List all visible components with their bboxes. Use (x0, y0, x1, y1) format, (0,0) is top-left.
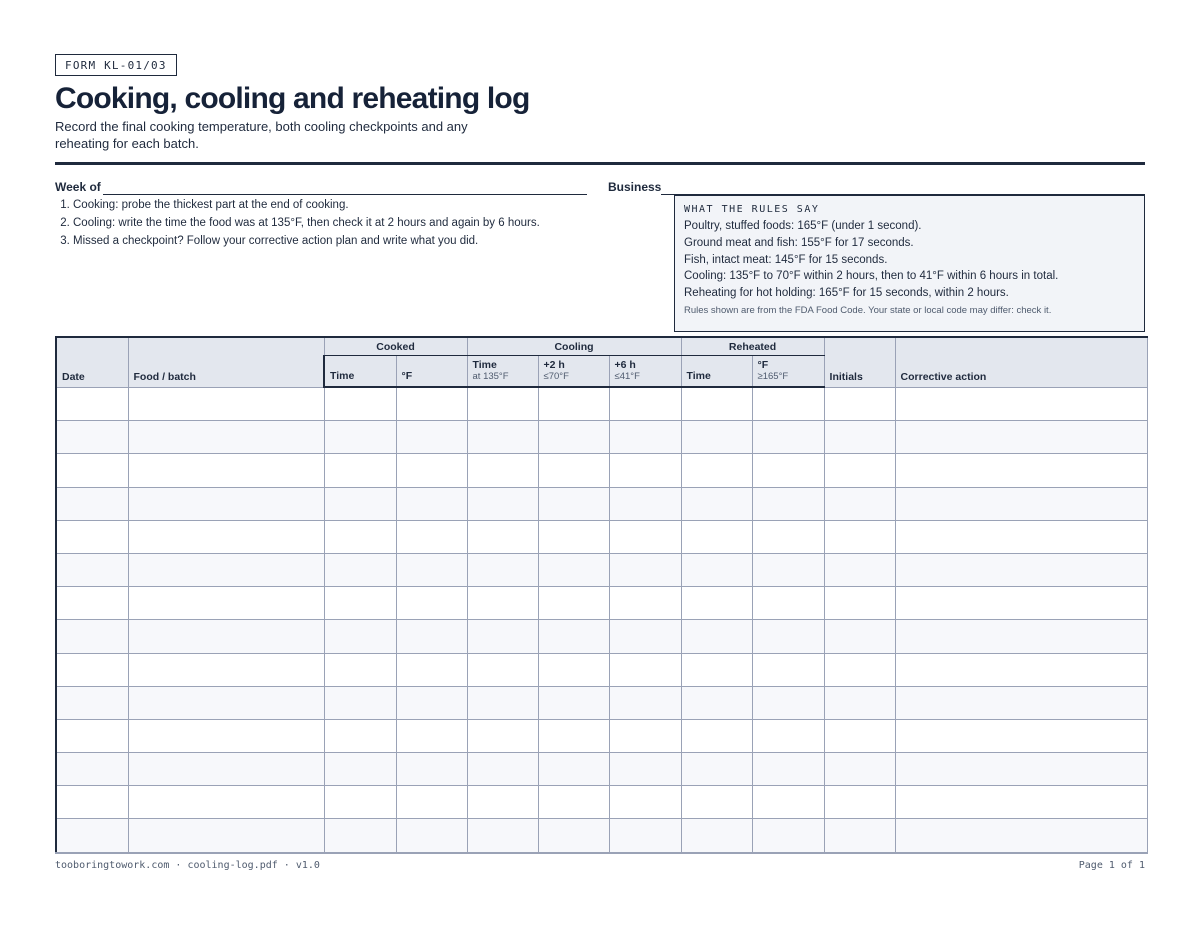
footer-source: tooboringtowork.com · cooling-log.pdf · v1.0 (55, 860, 320, 871)
cell-cooling-2h[interactable] (538, 786, 609, 819)
cell-cooling-time[interactable] (467, 753, 538, 786)
table-row (56, 653, 1147, 686)
cell-reheat-time[interactable] (681, 686, 752, 719)
cell-cooling-time[interactable] (467, 421, 538, 454)
cell-cooked-time[interactable] (324, 487, 396, 520)
cell-cooked-time[interactable] (324, 719, 396, 752)
cell-corrective[interactable] (895, 520, 1147, 553)
cell-cooling-time[interactable] (467, 620, 538, 653)
cell-reheat-time[interactable] (681, 819, 752, 853)
table-row (56, 387, 1147, 421)
col-header-cooling-6h (609, 356, 681, 388)
cell-date[interactable] (56, 387, 128, 421)
cell-date[interactable] (56, 620, 128, 653)
header-divider (55, 162, 1145, 165)
col-header-cooling-2h (538, 356, 609, 388)
cell-cooling-2h[interactable] (538, 620, 609, 653)
cell-cooling-time[interactable] (467, 553, 538, 586)
cell-cooked-time[interactable] (324, 686, 396, 719)
rules-heading: WHAT THE RULES SAY (684, 204, 820, 215)
cell-cooked-temp[interactable] (396, 587, 467, 620)
cell-date[interactable] (56, 487, 128, 520)
cell-corrective[interactable] (895, 553, 1147, 586)
cell-food[interactable] (128, 487, 324, 520)
cell-date[interactable] (56, 421, 128, 454)
cell-cooling-6h[interactable] (609, 587, 681, 620)
cell-initials[interactable] (824, 553, 895, 586)
cell-reheat-time[interactable] (681, 553, 752, 586)
cell-reheat-time[interactable] (681, 587, 752, 620)
cell-cooling-6h[interactable] (609, 454, 681, 487)
col-header-cooked-time-label: Time (330, 370, 355, 382)
cell-cooling-2h[interactable] (538, 553, 609, 586)
cell-date[interactable] (56, 587, 128, 620)
cell-initials[interactable] (824, 487, 895, 520)
cell-food[interactable] (128, 587, 324, 620)
cell-cooked-temp[interactable] (396, 653, 467, 686)
cell-cooked-temp[interactable] (396, 753, 467, 786)
cell-cooling-2h[interactable] (538, 686, 609, 719)
group-header-cooling: Cooling (467, 337, 681, 356)
cell-food[interactable] (128, 719, 324, 752)
rules-line: Ground meat and fish: 155°F for 17 seconds. (684, 236, 914, 249)
cell-date[interactable] (56, 786, 128, 819)
cell-corrective[interactable] (895, 686, 1147, 719)
log-table (55, 336, 1148, 854)
cell-reheat-temp[interactable] (752, 786, 824, 819)
cell-cooling-6h[interactable] (609, 786, 681, 819)
cell-food[interactable] (128, 553, 324, 586)
cell-reheat-time[interactable] (681, 520, 752, 553)
cell-corrective[interactable] (895, 587, 1147, 620)
cell-reheat-temp[interactable] (752, 587, 824, 620)
cell-food[interactable] (128, 620, 324, 653)
cell-food[interactable] (128, 753, 324, 786)
cell-cooling-2h[interactable] (538, 653, 609, 686)
cell-cooling-time[interactable] (467, 587, 538, 620)
cell-cooling-6h[interactable] (609, 387, 681, 421)
cell-reheat-time[interactable] (681, 487, 752, 520)
cell-cooked-temp[interactable] (396, 786, 467, 819)
footer-page-number: Page 1 of 1 (1078, 860, 1145, 871)
table-row (56, 686, 1147, 719)
week-of-field[interactable] (103, 194, 587, 195)
cell-cooked-temp[interactable] (396, 719, 467, 752)
cell-cooling-time[interactable] (467, 653, 538, 686)
col-header-cooling-6h-label: +6 h (614, 359, 636, 371)
cell-reheat-temp[interactable] (752, 653, 824, 686)
cell-food[interactable] (128, 387, 324, 421)
cell-cooling-time[interactable] (467, 520, 538, 553)
cell-cooked-time[interactable] (324, 520, 396, 553)
cell-cooling-2h[interactable] (538, 387, 609, 421)
cell-initials[interactable] (824, 520, 895, 553)
col-header-date: Date (56, 337, 128, 387)
cell-reheat-temp[interactable] (752, 520, 824, 553)
instructions-list (55, 196, 540, 250)
col-header-reheat-time-label: Time (686, 370, 711, 382)
cell-cooling-6h[interactable] (609, 487, 681, 520)
cell-cooling-6h[interactable] (609, 653, 681, 686)
cell-reheat-temp[interactable] (752, 553, 824, 586)
table-row (56, 719, 1147, 752)
rules-note: Rules shown are from the FDA Food Code. Your state or local code may differ: check it. (684, 304, 1052, 316)
cell-date[interactable] (56, 520, 128, 553)
cell-cooling-6h[interactable] (609, 553, 681, 586)
cell-cooked-temp[interactable] (396, 487, 467, 520)
table-row (56, 587, 1147, 620)
cell-corrective[interactable] (895, 387, 1147, 421)
col-header-cooling-time (467, 356, 538, 388)
cell-food[interactable] (128, 454, 324, 487)
cell-cooling-6h[interactable] (609, 620, 681, 653)
rules-line: Poultry, stuffed foods: 165°F (under 1 second). (684, 220, 922, 232)
cell-reheat-time[interactable] (681, 753, 752, 786)
cell-reheat-time[interactable] (681, 719, 752, 752)
cell-date[interactable] (56, 454, 128, 487)
cell-cooked-temp[interactable] (396, 421, 467, 454)
cell-reheat-temp[interactable] (752, 454, 824, 487)
cell-cooling-time[interactable] (467, 819, 538, 853)
cell-cooked-time[interactable] (324, 819, 396, 853)
cell-date[interactable] (56, 553, 128, 586)
table-row (56, 487, 1147, 520)
log-table-body (56, 387, 1147, 853)
page-subtitle: Record the final cooking temperature, both cooling checkpoints and any reheating for each batch. (55, 119, 468, 151)
cell-cooked-temp[interactable] (396, 819, 467, 853)
week-of-label: Week of (55, 180, 101, 194)
cell-cooling-6h[interactable] (609, 520, 681, 553)
cell-cooling-2h[interactable] (538, 719, 609, 752)
cell-initials[interactable] (824, 387, 895, 421)
col-header-reheat-time (681, 356, 752, 388)
col-header-cooling-2h-label: +2 h (543, 359, 565, 371)
cell-food[interactable] (128, 421, 324, 454)
cell-reheat-temp[interactable] (752, 719, 824, 752)
cell-cooked-temp[interactable] (396, 454, 467, 487)
cell-food[interactable] (128, 520, 324, 553)
rules-box (674, 195, 1145, 332)
cell-cooling-6h[interactable] (609, 686, 681, 719)
cell-initials[interactable] (824, 587, 895, 620)
cell-cooling-6h[interactable] (609, 719, 681, 752)
col-header-cooling-time-label: Time (472, 359, 497, 371)
col-header-cooked-time (324, 356, 396, 388)
col-header-corrective: Corrective action (895, 337, 1147, 387)
cell-reheat-temp[interactable] (752, 421, 824, 454)
cell-cooked-time[interactable] (324, 454, 396, 487)
cell-cooling-2h[interactable] (538, 520, 609, 553)
page-title: Cooking, cooling and reheating log (55, 82, 530, 115)
cell-cooling-2h[interactable] (538, 454, 609, 487)
cell-reheat-time[interactable] (681, 653, 752, 686)
cell-cooked-time[interactable] (324, 587, 396, 620)
cell-cooling-2h[interactable] (538, 753, 609, 786)
cell-cooked-time[interactable] (324, 553, 396, 586)
cell-cooked-time[interactable] (324, 753, 396, 786)
cell-cooked-time[interactable] (324, 786, 396, 819)
cell-cooling-2h[interactable] (538, 819, 609, 853)
cell-cooked-temp[interactable] (396, 520, 467, 553)
cell-reheat-time[interactable] (681, 786, 752, 819)
cell-cooked-temp[interactable] (396, 387, 467, 421)
instruction-item: 2. Cooling: write the time the food was at 135°F, then check it at 2 hours and again by 6 hours. (73, 214, 540, 232)
cell-cooling-6h[interactable] (609, 421, 681, 454)
cell-food[interactable] (128, 653, 324, 686)
cell-date[interactable] (56, 753, 128, 786)
cell-reheat-temp[interactable] (752, 620, 824, 653)
cell-cooked-temp[interactable] (396, 620, 467, 653)
log-form-page (55, 54, 1145, 871)
cell-corrective[interactable] (895, 719, 1147, 752)
col-header-cooling-2h-note: ≤70°F (543, 371, 569, 382)
col-header-reheat-temp-label: °F (757, 359, 769, 371)
cell-food[interactable] (128, 786, 324, 819)
cell-reheat-temp[interactable] (752, 387, 824, 421)
cell-initials[interactable] (824, 753, 895, 786)
cell-reheat-time[interactable] (681, 454, 752, 487)
table-row (56, 454, 1147, 487)
col-header-reheat-temp (752, 356, 824, 388)
cell-initials[interactable] (824, 786, 895, 819)
col-header-cooked-temp (396, 356, 467, 388)
cell-reheat-temp[interactable] (752, 487, 824, 520)
cell-reheat-time[interactable] (681, 387, 752, 421)
table-row (56, 786, 1147, 819)
col-header-reheat-temp-note: ≥165°F (757, 371, 789, 382)
cell-initials[interactable] (824, 620, 895, 653)
cell-initials[interactable] (824, 421, 895, 454)
cell-initials[interactable] (824, 454, 895, 487)
cell-reheat-temp[interactable] (752, 686, 824, 719)
cell-date[interactable] (56, 819, 128, 853)
instruction-item: 3. Missed a checkpoint? Follow your corrective action plan and write what you did. (73, 232, 540, 250)
cell-cooling-2h[interactable] (538, 587, 609, 620)
rules-line: Cooling: 135°F to 70°F within 2 hours, then to 41°F within 6 hours in total. (684, 270, 1059, 283)
col-header-initials: Initials (824, 337, 895, 387)
cell-cooling-6h[interactable] (609, 753, 681, 786)
col-header-cooling-6h-note: ≤41°F (614, 371, 640, 382)
cell-date[interactable] (56, 686, 128, 719)
cell-cooked-time[interactable] (324, 387, 396, 421)
group-header-cooked: Cooked (324, 337, 467, 356)
cell-initials[interactable] (824, 686, 895, 719)
cell-corrective[interactable] (895, 786, 1147, 819)
cell-corrective[interactable] (895, 487, 1147, 520)
table-row (56, 819, 1147, 853)
cell-cooked-temp[interactable] (396, 686, 467, 719)
cell-corrective[interactable] (895, 653, 1147, 686)
cell-date[interactable] (56, 719, 128, 752)
cell-cooling-2h[interactable] (538, 421, 609, 454)
col-header-cooling-time-note: at 135°F (472, 371, 509, 382)
cell-corrective[interactable] (895, 421, 1147, 454)
cell-food[interactable] (128, 686, 324, 719)
rules-line: Fish, intact meat: 145°F for 15 seconds. (684, 253, 888, 266)
cell-cooked-time[interactable] (324, 653, 396, 686)
business-label: Business (608, 180, 662, 194)
cell-corrective[interactable] (895, 620, 1147, 653)
col-header-food: Food / batch (128, 337, 324, 387)
table-row (56, 620, 1147, 653)
table-row (56, 520, 1147, 553)
cell-cooked-time[interactable] (324, 421, 396, 454)
cell-reheat-time[interactable] (681, 421, 752, 454)
page-footer (55, 860, 1145, 871)
cell-cooling-6h[interactable] (609, 819, 681, 853)
cell-reheat-temp[interactable] (752, 819, 824, 853)
cell-cooked-time[interactable] (324, 620, 396, 653)
group-header-reheated: Reheated (681, 337, 824, 356)
cell-initials[interactable] (824, 653, 895, 686)
cell-cooling-time[interactable] (467, 487, 538, 520)
cell-cooling-2h[interactable] (538, 487, 609, 520)
cell-cooling-time[interactable] (467, 454, 538, 487)
cell-cooked-temp[interactable] (396, 553, 467, 586)
table-row (56, 421, 1147, 454)
cell-initials[interactable] (824, 719, 895, 752)
table-row (56, 553, 1147, 586)
cell-corrective[interactable] (895, 819, 1147, 853)
cell-corrective[interactable] (895, 454, 1147, 487)
cell-cooling-time[interactable] (467, 719, 538, 752)
col-header-cooked-temp-label: °F (401, 370, 413, 382)
cell-date[interactable] (56, 653, 128, 686)
form-id-badge: FORM KL-01/03 (55, 54, 177, 76)
cell-reheat-temp[interactable] (752, 753, 824, 786)
rules-line: Reheating for hot holding: 165°F for 15 seconds, within 2 hours. (684, 287, 1009, 300)
cell-initials[interactable] (824, 819, 895, 853)
instruction-item: 1. Cooking: probe the thickest part at the end of cooking. (73, 196, 540, 214)
cell-cooling-time[interactable] (467, 387, 538, 421)
cell-reheat-time[interactable] (681, 620, 752, 653)
cell-food[interactable] (128, 819, 324, 853)
cell-cooling-time[interactable] (467, 686, 538, 719)
cell-cooling-time[interactable] (467, 786, 538, 819)
cell-corrective[interactable] (895, 753, 1147, 786)
table-row (56, 753, 1147, 786)
